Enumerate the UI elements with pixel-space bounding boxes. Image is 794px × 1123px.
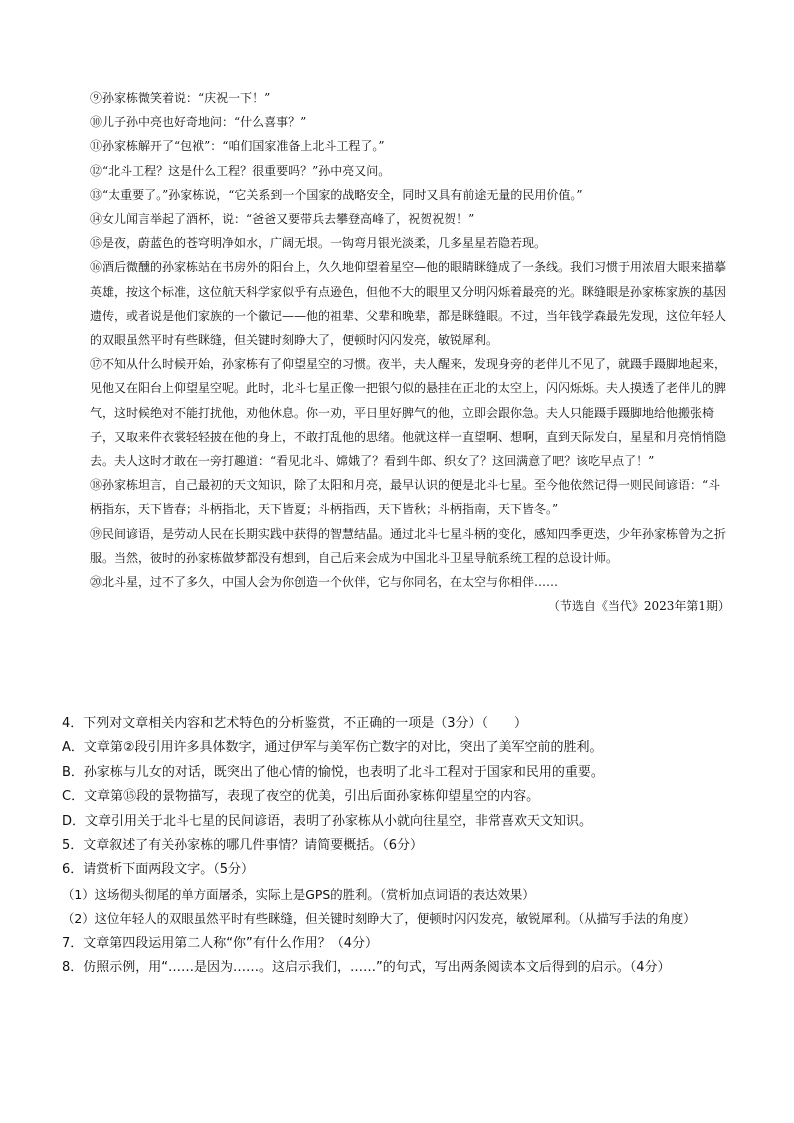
- paragraph-16: ⑯酒后微醺的孙家栋站在书房外的阳台上，久久地仰望着星空—他的眼睛眯缝成了一条线。我们习惯于用浓眉大眼来描摹英雄，按这个标准，这位航天科学家似乎有点逊色，但他不大的眼里又分明闪烁着最亮的光。眯缝眼是孙家栋家族的基因遗传，或者说是他们家族的一个徽记——他的祖辈、父辈和晚辈，都是眯缝眼。不过，当年钱学森最先发现，这位年轻人的双眼虽然平时有些眯缝，但关键时刻睁大了，便顿时闪闪发亮，敏锐犀利。: [90, 260, 727, 348]
- question-4-option-c: C．文章第⑮段的景物描写，表现了夜空的优美，引出后面孙家栋仰望星空的内容。: [62, 789, 540, 805]
- paragraph-18: ⑱孙家栋坦言，自己最初的天文知识，除了太阳和月亮，最早认识的便是北斗七星。至今他依然记得一则民间谚语：“斗柄指东，天下皆春；斗柄指北，天下皆夏；斗柄指西，天下皆秋；斗柄指南，天下皆冬。”: [90, 478, 721, 517]
- question-4-option-d: D．文章引用关于北斗七星的民间谚语，表明了孙家栋从小就向往星空，非常喜欢天文知识。: [62, 813, 593, 829]
- paragraph-13: ⑬“太重要了。”孙家栋说，“它关系到一个国家的战略安全，同时又具有前途无量的民用价值。”: [90, 187, 583, 202]
- question-6-part-1: （1）这场彻头彻尾的单方面屠杀，实际上是GPS的胜利。（赏析加点词语的表达效果）: [62, 886, 535, 902]
- paragraph-19: ⑲民间谚语，是劳动人民在长期实践中获得的智慧结晶。通过北斗七星斗柄的变化，感知四季更迭，少年孙家栋曾为之折服。当然，彼时的孙家栋做梦都没有想到，自己后来会成为中国北斗卫星导航系统工程的总设计师。: [90, 526, 727, 565]
- paragraph-10: ⑩儿子孙中亮也好奇地问：“什么喜事？”: [90, 115, 307, 130]
- paragraph-20: ⑳北斗星，过不了多久，中国人会为你创造一个伙伴，它与你同名，在太空与你相伴……: [90, 575, 559, 590]
- source-citation: （节选自《当代》2023年第1期）: [547, 599, 730, 614]
- paragraph-14: ⑭女儿闻言举起了酒杯，说：“爸爸又要带兵去攀登高峰了，祝贺祝贺！”: [90, 212, 475, 227]
- reading-passage: [90, 86, 730, 618]
- paragraph-11: ⑪孙家栋解开了“包袱”：“咱们国家准备上北斗工程了。”: [90, 139, 385, 154]
- question-8: 8．仿照示例，用“……是因为……。这启示我们，……”的句式，写出两条阅读本文后得到的启示。（4分）: [62, 960, 671, 976]
- question-4-option-a: A．文章第②段引用许多具体数字，通过伊军与美军伤亡数字的对比，突出了美军空前的胜利。: [62, 740, 603, 756]
- paragraph-12: ⑫“北斗工程？这是什么工程？很重要吗？”孙中亮又问。: [90, 163, 391, 178]
- question-4-option-b: B．孙家栋与儿女的对话，既突出了他心情的愉悦，也表明了北斗工程对于国家和民用的重要。: [62, 764, 604, 780]
- question-6: 6．请赏析下面两段文字。（5分）: [62, 862, 255, 878]
- question-5: 5．文章叙述了有关孙家栋的哪几件事情？请简要概括。（6分）: [62, 838, 424, 854]
- question-4: 4．下列对文章相关内容和艺术特色的分析鉴赏，不正确的一项是（3分）（ ）: [62, 716, 528, 731]
- paragraph-9: ⑨孙家栋微笑着说：“庆祝一下！”: [90, 91, 271, 105]
- question-section: [62, 712, 734, 980]
- question-6-part-2: （2）这位年轻人的双眼虽然平时有些眯缝，但关键时刻睁大了，便顿时闪闪发亮，敏锐犀利。（从描写手法的角度）: [62, 911, 696, 927]
- paragraph-17: ⑰不知从什么时候开始，孙家栋有了仰望星空的习惯。夜半，夫人醒来，发现身旁的老伴儿不见了，就蹑手蹑脚地起来，见他又在阳台上仰望星空呢。此时，北斗七星正像一把银勺似的悬挂在正北的太空上，闪闪烁烁。夫人摸透了老伴儿的脾气，这时候绝对不能打扰他，劝他休息。你一劝，平日里好脾气的他，立即会跟你急。夫人只能蹑手蹑脚地给他搬张椅子，又取来件衣裳轻轻披在他的身上，不敢打乱他的思绪。他就这样一直望啊、想啊，直到天际发白，星星和月亮悄悄隐去。夫人这时才敢在一旁打趣道：“看见北斗、嫦娥了？看到牛郎、织女了？这回满意了吧？该吃早点了！”: [90, 357, 727, 469]
- paragraph-15: ⑮是夜，蔚蓝色的苍穹明净如水，广阔无垠。一钩弯月银光淡柔，几多星星若隐若现。: [90, 236, 547, 251]
- question-7: 7．文章第四段运用第二人称“你”有什么作用？（4分）: [62, 935, 379, 951]
